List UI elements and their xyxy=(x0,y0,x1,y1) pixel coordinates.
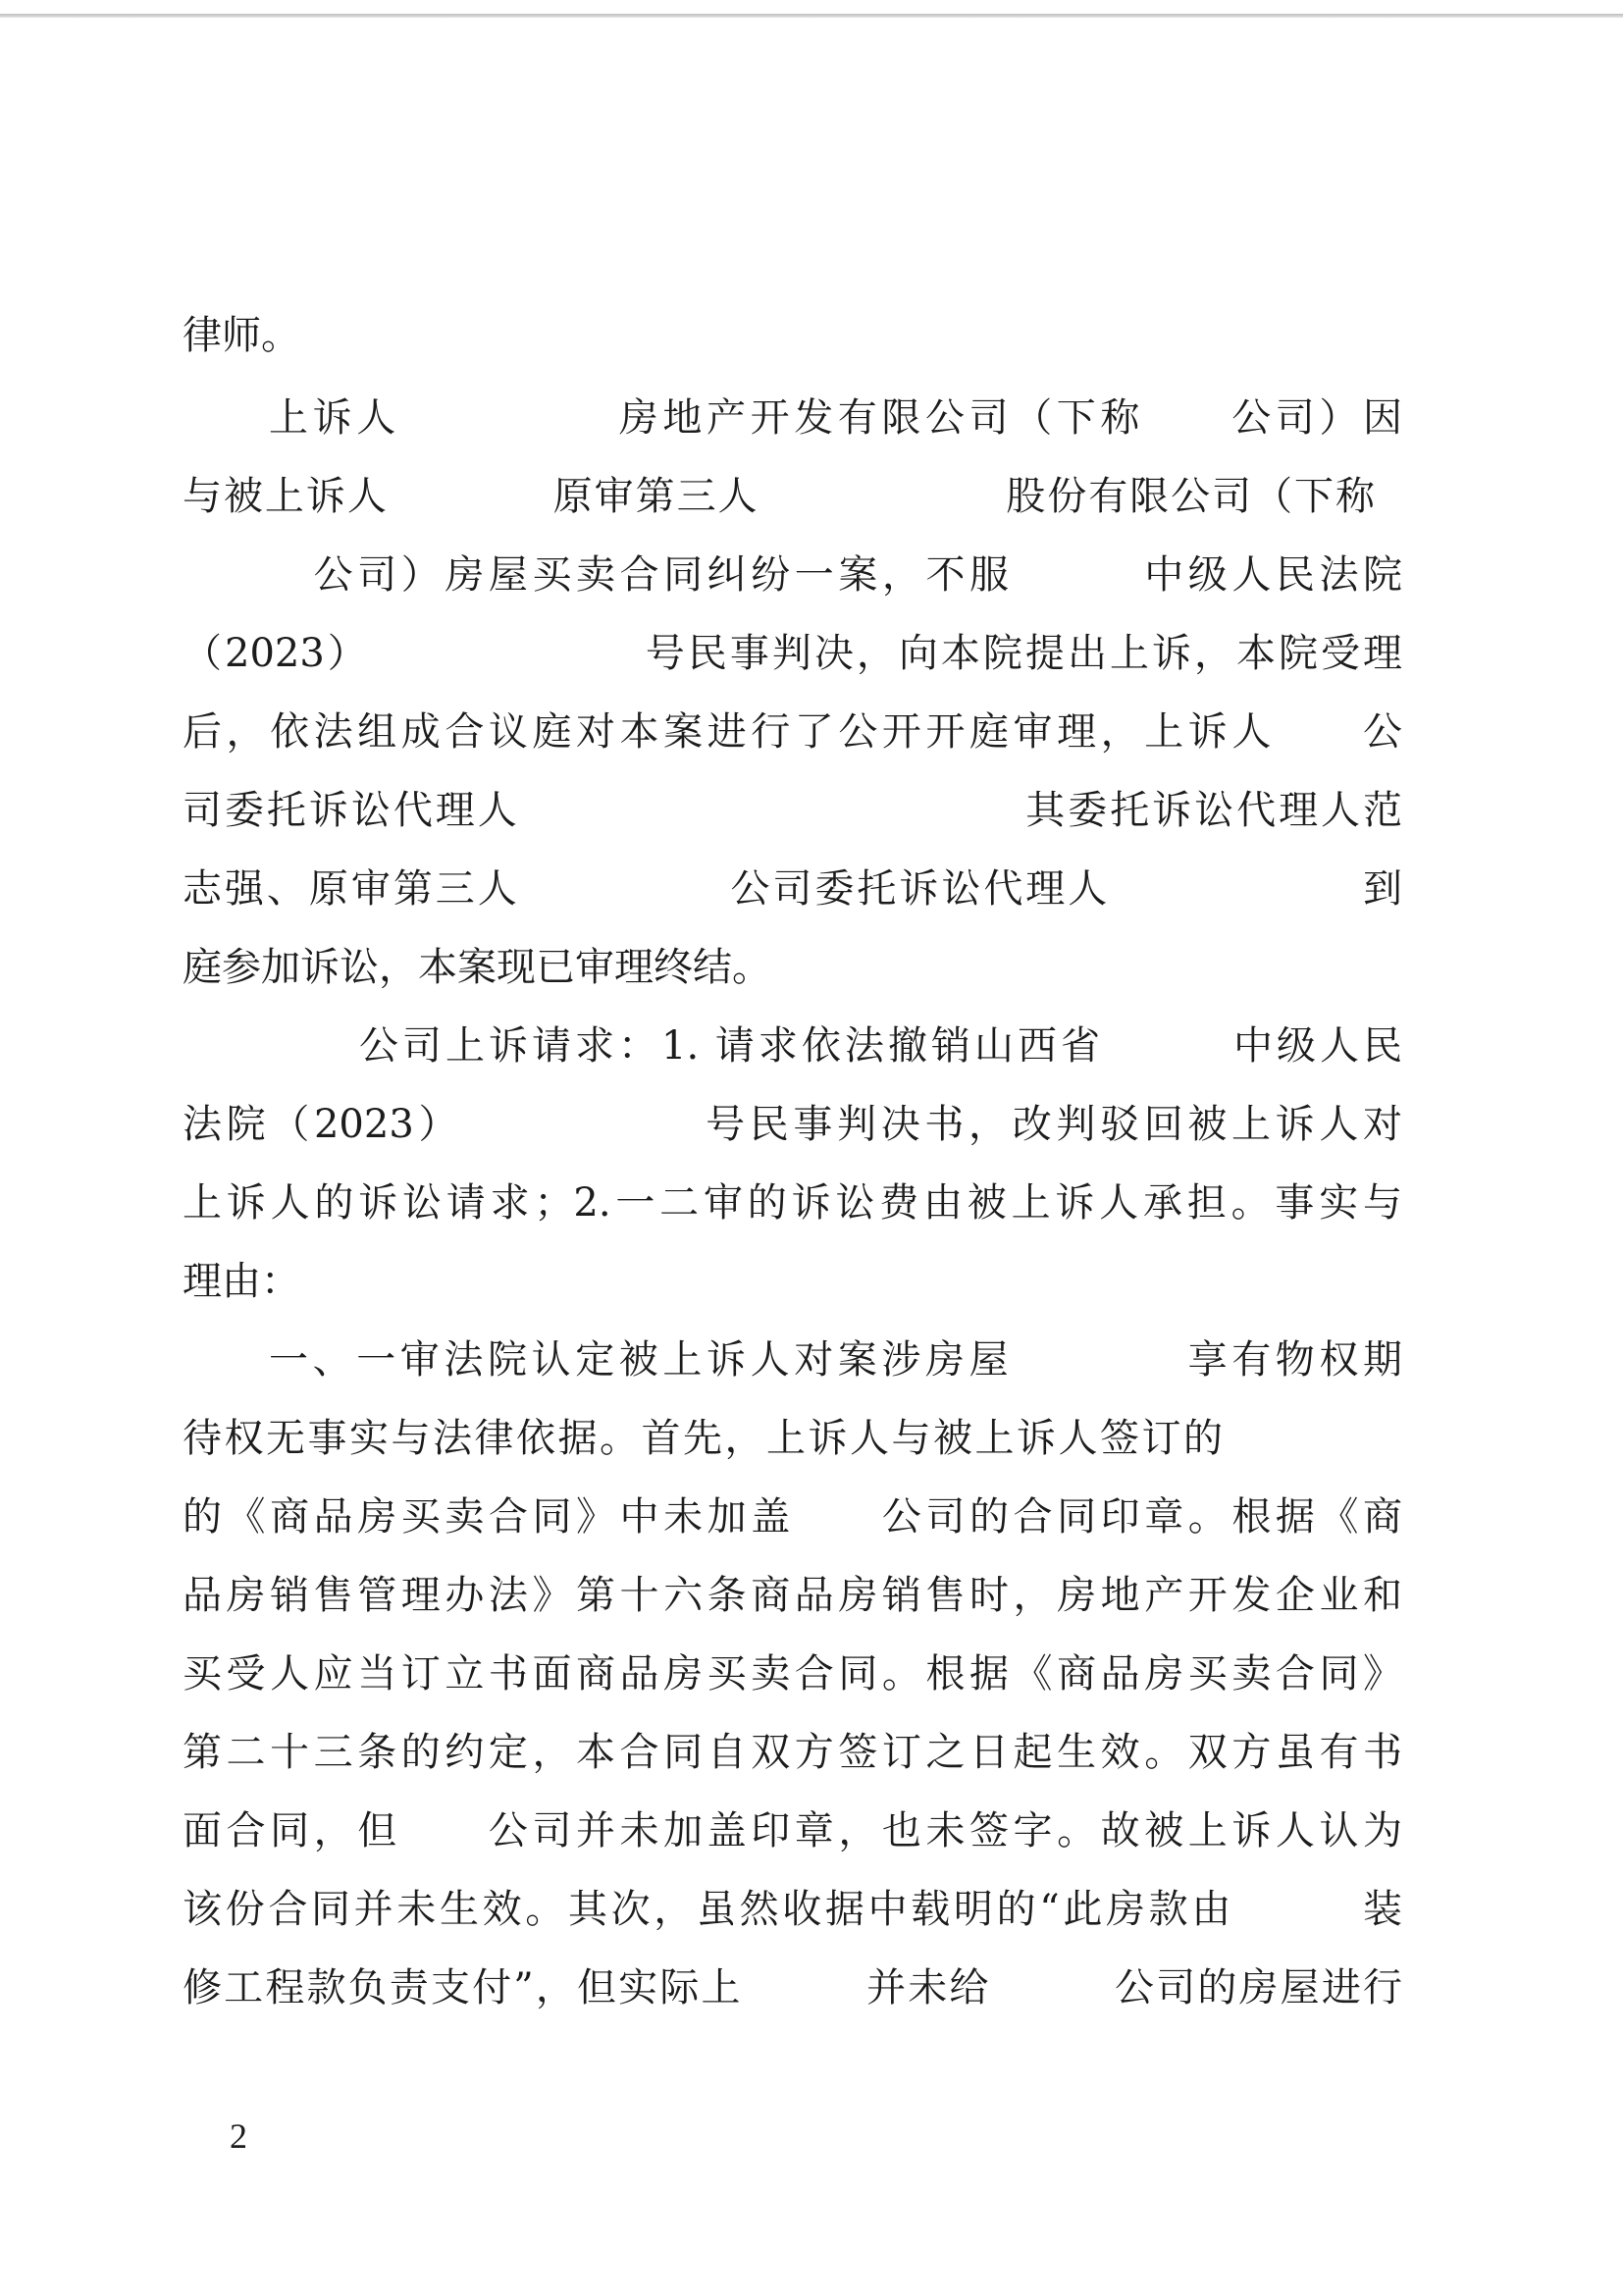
scan-top-edge xyxy=(0,14,1623,18)
text-line: 律师。 xyxy=(183,313,300,358)
text-line: 法院（2023） 号民事判决书，改判驳回被上诉人对 xyxy=(183,1102,1402,1147)
text-line: 志强、原审第三人 公司委托诉讼代理人 到 xyxy=(183,866,1402,912)
text-line: 上诉人 房地产开发有限公司（下称 公司）因 xyxy=(269,395,1402,441)
text-line: 公司上诉请求：1. 请求依法撤销山西省 中级人民 xyxy=(230,1023,1402,1069)
text-line: 理由： xyxy=(183,1259,300,1304)
text-line: 司委托诉讼代理人 其委托诉讼代理人范 xyxy=(183,788,1402,833)
text-line: 的《商品房买卖合同》中未加盖 公司的合同印章。根据《商 xyxy=(183,1494,1402,1539)
text-line: 买受人应当订立书面商品房买卖合同。根据《商品房买卖合同》 xyxy=(183,1651,1402,1696)
text-line: 后，依法组成合议庭对本案进行了公开开庭审理，上诉人 公 xyxy=(183,709,1402,755)
text-line: 该份合同并未生效。其次，虽然收据中载明的“此房款由 装 xyxy=(183,1887,1402,1932)
text-line: 与被上诉人 原审第三人 股份有限公司（下称 xyxy=(183,474,1375,519)
text-line: （2023） 号民事判决，向本院提出上诉，本院受理 xyxy=(183,631,1402,676)
text-line: 品房销售管理办法》第十六条商品房销售时，房地产开发企业和 xyxy=(183,1573,1402,1618)
text-line: 第二十三条的约定，本合同自双方签订之日起生效。双方虽有书 xyxy=(183,1730,1402,1775)
text-line: 面合同，但 公司并未加盖印章，也未签字。故被上诉人认为 xyxy=(183,1808,1402,1853)
text-line: 修工程款负责支付”，但实际上 并未给 公司的房屋进行 xyxy=(183,1965,1402,2010)
text-line: 公司）房屋买卖合同纠纷一案，不服 中级人民法院 xyxy=(183,552,1402,598)
text-line: 庭参加诉讼，本案现已审理终结。 xyxy=(183,945,771,990)
text-line: 待权无事实与法律依据。首先，上诉人与被上诉人签订的 xyxy=(183,1416,1223,1461)
text-line: 上诉人的诉讼请求；2.一二审的诉讼费由被上诉人承担。事实与 xyxy=(183,1180,1402,1226)
page-number: 2 xyxy=(230,2116,247,2156)
text-line: 一、一审法院认定被上诉人对案涉房屋 享有物权期 xyxy=(269,1337,1402,1383)
